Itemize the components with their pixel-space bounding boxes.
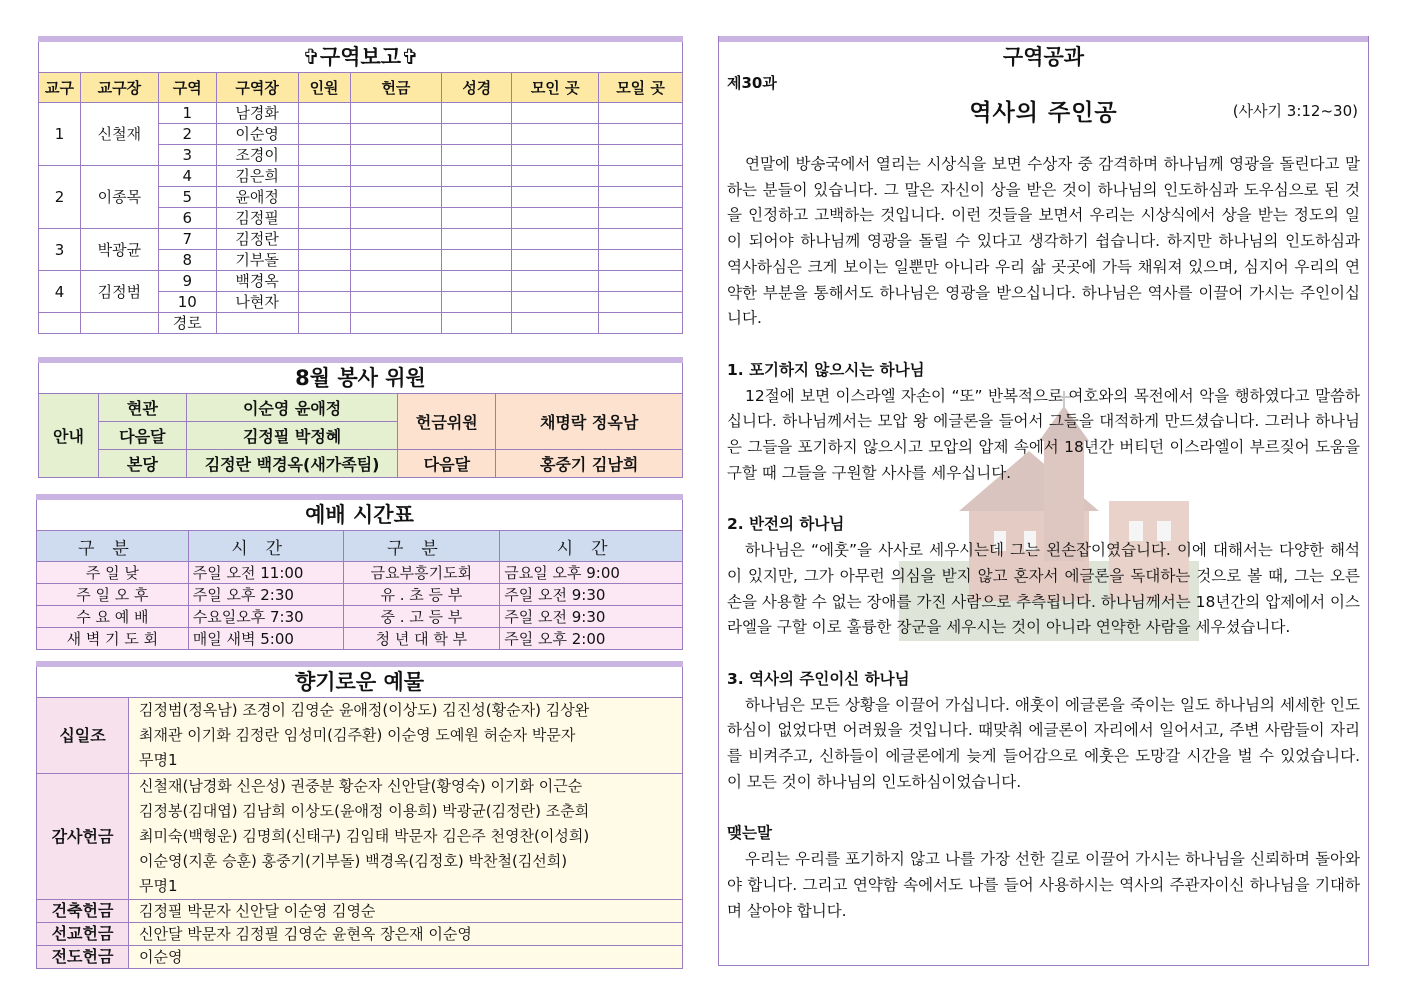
district-no-cell: 6 [158,208,216,229]
service-type: 중 . 고 등 부 [343,606,500,628]
table-row [37,900,683,923]
col-header: 헌금 [350,73,442,103]
table-row [37,584,683,606]
name-line: 최재관 이기화 김정란 임성미(김주환) 이순영 도예원 허순자 박문자 [139,726,576,744]
col-header: 구역장 [216,73,298,103]
evangelism-label: 전도헌금 [37,946,129,969]
mission-names: 신안달 박문자 김정필 김영순 윤현옥 장은재 이순영 [129,923,683,946]
offering-committee-label: 헌금위원 [398,394,496,450]
col-header: 구역 [158,73,216,103]
parish-leader-cell: 김정범 [80,271,158,313]
district-report-panel [38,36,683,334]
name-line: 신철재(남경화 신은성) 권중분 황순자 신안달(황영숙) 이기화 이근순 [139,777,583,795]
section-heading: 3. 역사의 주인이신 하나님 [727,669,910,688]
lesson-panel [718,36,1369,966]
district-no-cell: 2 [158,124,216,145]
lesson-number: 제30과 [727,74,777,92]
service-time: 주일 오전 9:30 [500,584,683,606]
service-committee-table [38,393,683,478]
service-type: 새 벽 기 도 회 [37,628,189,650]
name-line: 김정범(정옥남) 조경이 김영순 윤애정(이상도) 김진성(황순자) 김상완 [139,701,590,719]
service-type: 주 일 오 후 [37,584,189,606]
building-label: 건축헌금 [37,900,129,923]
section-paragraph: 하나님은 모든 상황을 이끌어 가십니다. 애훗이 에글론을 죽이는 일도 하나님의 세세한 인도하심이 없었다면 어려웠을 것입니다. 때맞춰 에글론이 자리에서 일어서고, 주변 사람들이 자리를 비켜주고, 신하들이 에글론에게 늦게 들어감으로 에훗은 도망갈 시간을 벌 수 있었습니다. 이 모든 것이 하나님의 인도하심이었습니다. [727,695,1360,791]
district-no-cell: 9 [158,271,216,292]
scripture-reference: (사사기 3:12~30) [1232,102,1358,120]
parish-leader-cell: 신철재 [80,103,158,166]
service-type: 수 요 예 배 [37,606,189,628]
col-header: 인원 [298,73,350,103]
elder-cell: 경로 [158,313,216,334]
mission-label: 선교헌금 [37,923,129,946]
table-row [39,271,683,292]
col-header: 모인 곳 [512,73,599,103]
service-type: 주 일 낮 [37,562,189,584]
section-paragraph: 하나님은 “에훗”을 사사로 세우시는데 그는 왼손잡이였습니다. 이에 대해서는 다양한 해석이 있지만, 그가 아무런 의심을 받지 않고 혼자서 에글론을 독대하는 것으로 볼 때, 그는 오른 손을 사용할 수 없는 장애를 가진 사람으로 추측됩니다. 하나님께서는 18년간의 압제에서 이스라엘을 구할 이로 훌륭한 장군을 세우시는 것이 아니라 연약한 사람을 세우셨습니다. [727,541,1360,637]
service-time: 주일 오후 2:30 [188,584,343,606]
service-time: 매일 새벽 5:00 [188,628,343,650]
district-leader-cell: 윤애정 [216,187,298,208]
thanks-names [129,774,683,900]
district-leader-cell: 김정란 [216,229,298,250]
table-row [37,923,683,946]
district-leader-cell: 나현자 [216,292,298,313]
district-no-cell: 7 [158,229,216,250]
names-cell: 이순영 윤애정 [186,394,398,422]
tithe-label: 십일조 [37,698,129,774]
district-report-table [38,72,683,334]
table-row [37,628,683,650]
names-cell: 김정란 백경옥(새가족팀) [186,450,398,478]
table-row [37,606,683,628]
thanks-label: 감사헌금 [37,774,129,900]
parish-cell: 4 [39,271,81,313]
district-leader-cell: 백경옥 [216,271,298,292]
col-header: 성경 [442,73,512,103]
service-time: 금요일 오후 9:00 [500,562,683,584]
section-paragraph: 12절에 보면 이스라엘 자손이 “또” 반복적으로 여호와의 목전에서 악을 행하였다고 말씀하십니다. 하나님께서는 모압 왕 에글론을 들어서 그들을 대적하게 만드셨습니다. 그러나 하나님은 그들을 포기하지 않으시고 모압의 압제 속에서 18년간 버티던 이스라엘이 부르짖어 도움을 구할 때 그들을 구원할 사사를 세우십니다. [727,386,1360,482]
table-row [37,946,683,969]
col-header: 구분 [343,531,500,562]
service-committee-title: 8월 봉사 위원 [38,363,683,393]
place-cell: 다음달 [98,422,186,450]
name-line: 최미숙(백형운) 김명희(신태구) 김임태 박문자 김은주 천영찬(이성희) [139,827,590,845]
service-time: 주일 오전 9:30 [500,606,683,628]
district-leader-cell: 조경이 [216,145,298,166]
district-no-cell: 10 [158,292,216,313]
parish-leader-cell: 이종목 [80,166,158,229]
parish-cell: 2 [39,166,81,229]
name-line: 이순영(지훈 승훈) 홍중기(기부돌) 백경옥(김정호) 박찬철(김선희) [139,852,568,870]
evangelism-names: 이순영 [129,946,683,969]
district-no-cell: 8 [158,250,216,271]
district-leader-cell: 김은희 [216,166,298,187]
district-report-title: ✞구역보고✞ [38,42,683,72]
closing-paragraph: 우리는 우리를 포기하지 않고 나를 가장 선한 길로 이끌어 가시는 하나님을 신뢰하며 돌아와야 합니다. 그리고 연약함 속에서도 나를 들어 사용하시는 역사의 주관자이신 하나님을 기대하며 살아야 합니다. [727,850,1360,920]
col-header: 모일 곳 [599,73,683,103]
table-row [37,774,683,900]
district-leader-cell: 김정필 [216,208,298,229]
table-row [39,166,683,187]
table-row [37,562,683,584]
place-cell: 본당 [98,450,186,478]
guide-label: 안내 [39,394,99,478]
col-header: 교구 [39,73,81,103]
table-row [39,313,683,334]
name-line: 무명1 [139,877,178,895]
service-time: 주일 오전 11:00 [188,562,343,584]
offering-panel [36,661,683,969]
service-time: 수요일오후 7:30 [188,606,343,628]
table-row [39,103,683,124]
service-type: 청 년 대 학 부 [343,628,500,650]
tithe-names [129,698,683,774]
names-cell: 김정필 박정혜 [186,422,398,450]
next-month-names: 홍중기 김남희 [496,450,683,478]
worship-schedule-table [36,530,683,650]
worship-schedule-title: 예배 시간표 [36,500,683,530]
district-no-cell: 1 [158,103,216,124]
section-heading: 2. 반전의 하나님 [727,515,845,534]
col-header: 구분 [37,531,189,562]
col-header: 시간 [188,531,343,562]
col-header: 교구장 [80,73,158,103]
lesson-subject: 역사의 주인공 [969,100,1118,126]
table-row [37,698,683,774]
offering-committee-names: 채명락 정옥남 [496,394,683,450]
name-line: 김정봉(김대엽) 김남희 이상도(윤애정 이용희) 박광균(김정란) 조춘희 [139,802,590,820]
district-no-cell: 3 [158,145,216,166]
service-time: 주일 오후 2:00 [500,628,683,650]
intro-paragraph: 연말에 방송국에서 열리는 시상식을 보면 수상자 중 감격하며 하나님께 영광을 돌린다고 말하는 분들이 있습니다. 그 말은 자신이 상을 받은 것이 하나님의 인도하심과 도우심으로 된 것을 인정하고 고백하는 것입니다. 이런 것들을 보면서 우리는 시상식에서 상을 받는 정도의 일이 되어야 하나님께 영광을 돌릴 수 있다고 생각하기 쉽습니다. 하지만 하나님의 인도하심과 역사하심은 크게 보이는 일뿐만 아니라 우리 삶 곳곳에 가득 채워져 있으며, 심지어 우리의 연약한 부분을 통해서도 하나님은 영광을 받으십니다. 하나님은 역사를 이끌어 가시는 주인이십니다. [727,155,1360,328]
offering-title: 향기로운 예물 [36,667,683,697]
lesson-panel-title: 구역공과 [1002,45,1085,69]
table-header-row [37,531,683,562]
parish-cell: 1 [39,103,81,166]
service-type: 금요부흥기도회 [343,562,500,584]
offering-table [36,697,683,969]
parish-cell: 3 [39,229,81,271]
district-leader-cell: 기부돌 [216,250,298,271]
table-header-row [39,73,683,103]
next-month-label: 다음달 [398,450,496,478]
district-leader-cell: 남경화 [216,103,298,124]
section-heading: 1. 포기하지 않으시는 하나님 [727,360,925,379]
name-line: 무명1 [139,751,178,769]
service-committee-panel [38,357,683,478]
district-no-cell: 5 [158,187,216,208]
district-no-cell: 4 [158,166,216,187]
table-row [39,229,683,250]
closing-heading: 맺는말 [727,824,772,843]
place-cell: 현관 [98,394,186,422]
district-leader-cell: 이순영 [216,124,298,145]
col-header: 시간 [500,531,683,562]
worship-schedule-panel [36,494,683,650]
lesson-body [719,152,1368,924]
parish-leader-cell: 박광균 [80,229,158,271]
service-type: 유 . 초 등 부 [343,584,500,606]
building-names: 김정필 박문자 신안달 이순영 김영순 [129,900,683,923]
